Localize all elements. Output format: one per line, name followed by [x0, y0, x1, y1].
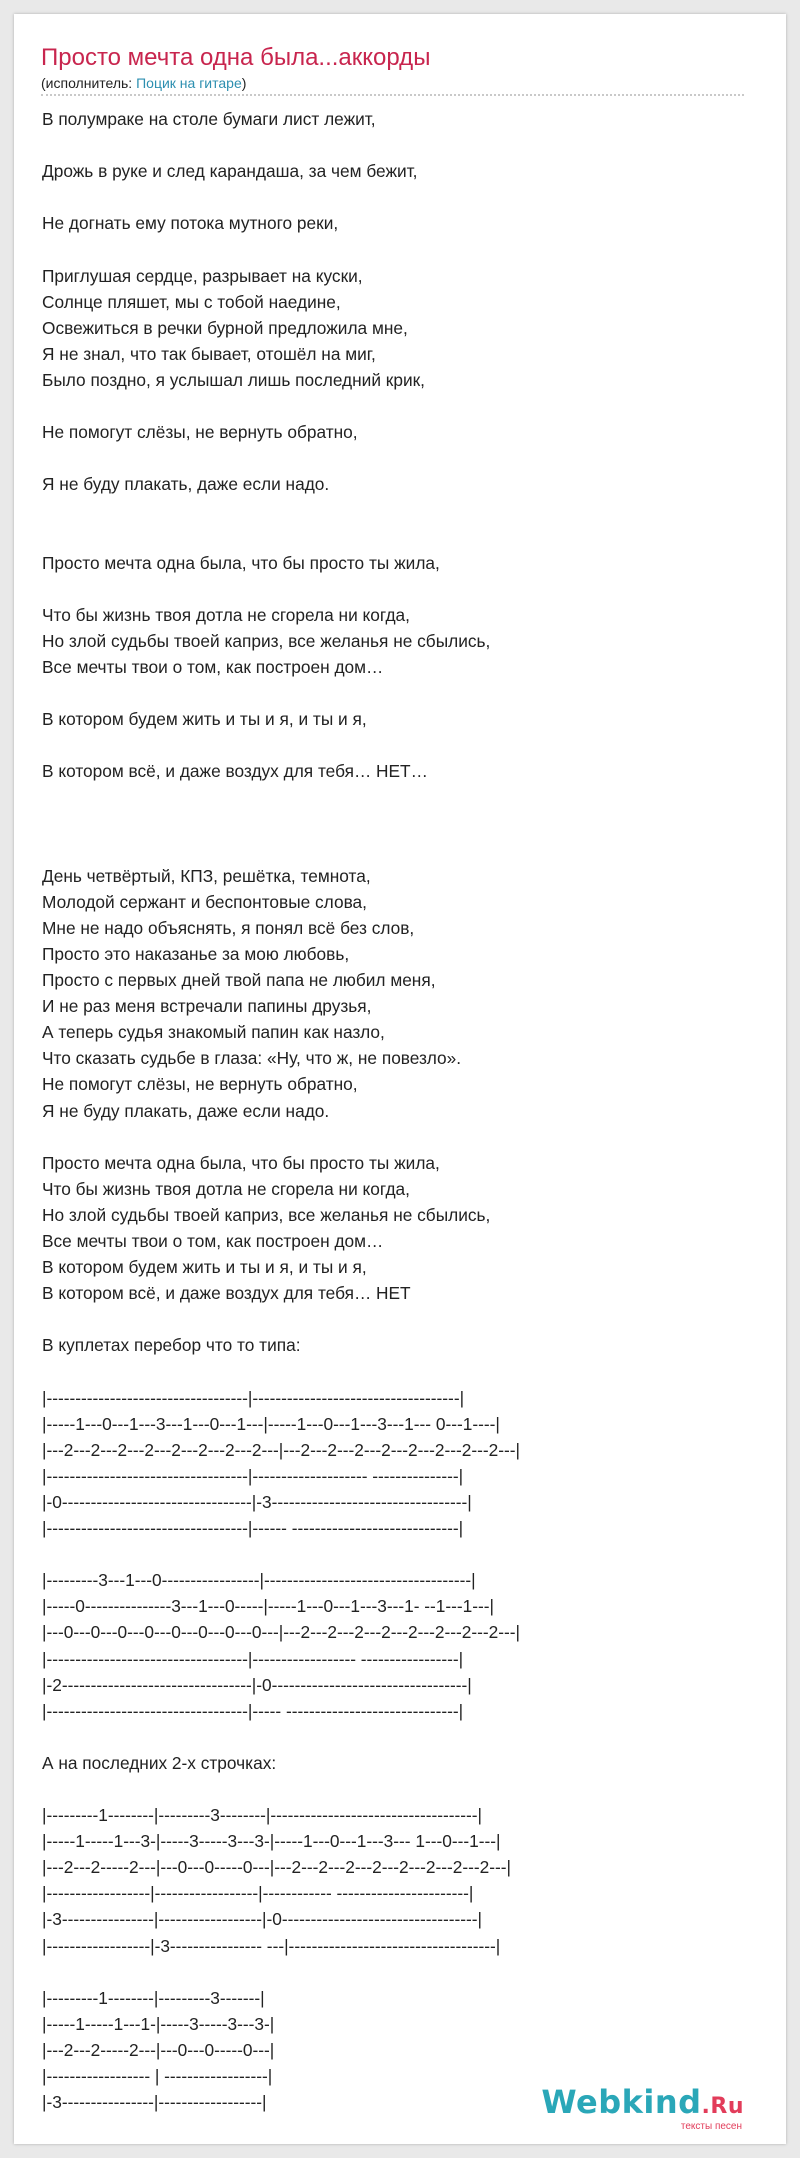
logo-brand: Webkind [541, 2083, 702, 2121]
artist-line [41, 75, 246, 91]
site-logo[interactable] [541, 2085, 744, 2132]
artist-prefix: (исполнитель: [41, 75, 137, 91]
dotted-divider [41, 94, 744, 96]
lyrics-text: В полумраке на столе бумаги лист лежит, Дрожь в руке и след карандаша, за чем бежит, Не догнать ему потока мутного реки, Приглушая сердце, разрывает на куски, Солнце пляшет, мы с тобой наедине, Освежиться в речки бурной предложила мне, Я не знал, что так бывает, отошёл на миг, Было поздно, я услышал лишь последний крик, Не помогут слёзы, не вернуть обратно, Я не буду плакать, даже если надо. Просто мечта одна была, что бы просто ты жила, Что бы жизнь твоя дотла не сгорела ни когда, Но злой судьбы твоей каприз, все желанья не сбылись, Все мечты твои о том, как построен дом… В котором будем жить и ты и я, и ты и я, В котором всё, и даже воздух для тебя… НЕТ… День четвёртый, КПЗ, решётка, темнота, Молодой сержант и беспонтовые слова, Мне не надо объяснять, я понял всё без слов, Просто это наказанье за мою любовь, Просто с первых дней твой папа не любил меня, И не раз меня встречали папины друзья, А теперь судья знакомый папин как назло, Что сказать судьбе в глаза: «Ну, что ж, не повезло». Не помогут слёзы, не вернуть обратно, Я не буду плакать, даже если надо. Просто мечта одна была, что бы просто ты жила, Что бы жизнь твоя дотла не сгорела ни когда, Но злой судьбы твоей каприз, все желанья не сбылись, Все мечты твои о том, как построен дом… В котором будем жить и ты и я, и ты и я, В котором всё, и даже воздух для тебя… НЕТ В куплетах перебор что то типа: |-----------------------------------|------------------------------------| |-----1---0---1---3---1---0---1---|-----1---0---1---3---1--- 0---1----| |---2---2---2---2---2---2---2---2---|---2---2---2---2---2---2---2---2---| |-----------------------------------|-------------------- ---------------| |-0---------------------------------|-3----------------------------------| |-----------------------------------|------ -----------------------------| |---------3---1---0-----------------|------------------------------------| |-----0---------------3---1---0-----|-----1---0---1---3---1- --1---1---| |---0---0---0---0---0---0---0---0---|---2---2---2---2---2---2---2---2---| |-----------------------------------|------------------ -----------------| |-2---------------------------------|-0----------------------------------| |-----------------------------------|----- ------------------------------| А на последних 2-х строчках: |---------1--------|---------3--------|------------------------------------| |-----1-----1---3-|-----3-----3---3-|-----1---0---1---3--- 1---0---1---| |---2---2-----2---|---0---0-----0---|---2---2---2---2---2---2---2---2---| |------------------|------------------|------------ -----------------------| |-3----------------|------------------|-0----------------------------------| |------------------|-3---------------- ---|------------------------------------| |---------1--------|---------3-------| |-----1-----1---1-|-----3-----3---3-| |---2---2-----2---|---0---0-----0---| |------------------ | ------------------| |-3----------------|------------------| [42, 109, 521, 2113]
artist-link[interactable]: Поцик на гитаре [136, 75, 242, 91]
page-container [14, 14, 786, 2144]
artist-suffix: ) [241, 75, 247, 91]
logo-tld: .Ru [701, 2094, 744, 2119]
song-title: Просто мечта одна была...аккорды [41, 44, 431, 71]
logo-tagline: тексты песен [680, 2121, 742, 2132]
